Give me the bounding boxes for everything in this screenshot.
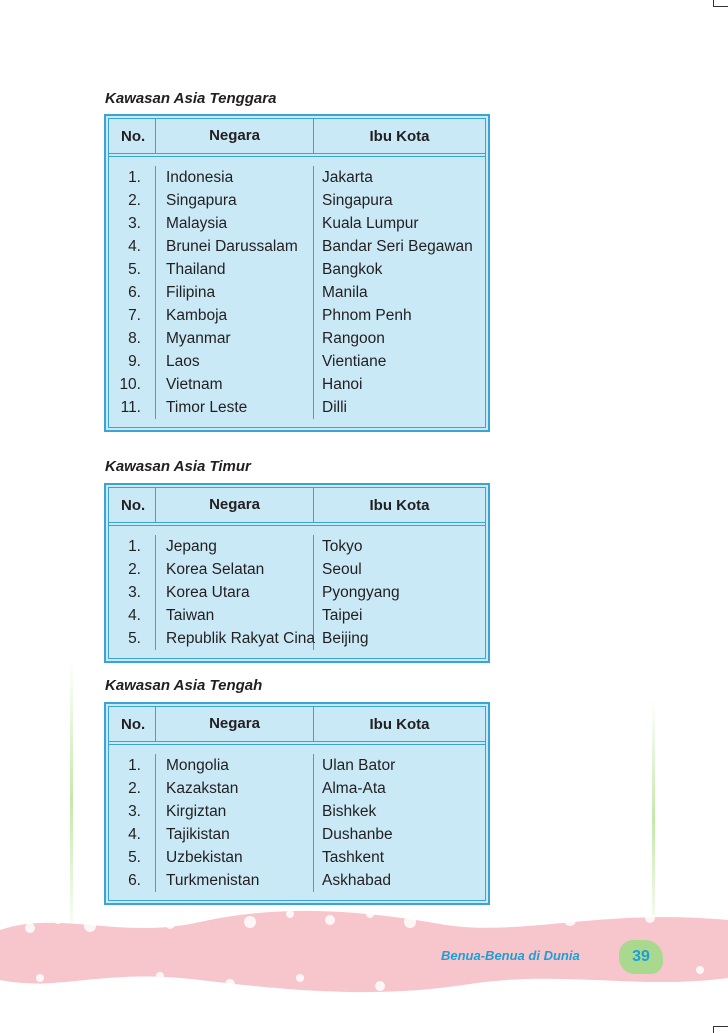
cell-ibukota: Tokyo bbox=[322, 538, 363, 555]
header-ibukota: Ibu Kota bbox=[369, 715, 430, 733]
cell-ibukota: Manila bbox=[322, 284, 368, 301]
cell-negara: Indonesia bbox=[166, 169, 234, 186]
cell-negara: Tajikistan bbox=[166, 826, 230, 843]
cell-no: 3. bbox=[128, 803, 141, 820]
cell-no: 5. bbox=[128, 849, 141, 866]
cell-ibukota: Phnom Penh bbox=[322, 307, 412, 324]
page-number: 39 bbox=[619, 940, 663, 974]
cell-no: 3. bbox=[128, 215, 141, 232]
cell-negara: Korea Selatan bbox=[166, 561, 265, 578]
section-title-asia-timur: Kawasan Asia Timur bbox=[105, 458, 251, 475]
table-body bbox=[109, 158, 485, 427]
column-ibukota bbox=[314, 754, 485, 892]
table-asia-tenggara bbox=[104, 114, 490, 432]
cell-negara: Republik Rakyat Cina bbox=[166, 630, 316, 647]
cell-negara: Laos bbox=[166, 353, 200, 370]
cell-no: 4. bbox=[128, 826, 141, 843]
column-negara bbox=[155, 754, 314, 892]
cell-ibukota: Pyongyang bbox=[322, 584, 400, 601]
cell-ibukota: Bandar Seri Begawan bbox=[322, 238, 473, 255]
crop-mark-top bbox=[713, 0, 728, 7]
cell-no: 7. bbox=[128, 307, 141, 324]
cell-ibukota: Taipei bbox=[322, 607, 363, 624]
cell-ibukota: Alma-Ata bbox=[322, 780, 386, 797]
cell-negara: Taiwan bbox=[166, 607, 215, 624]
table-body bbox=[109, 746, 485, 900]
footer-decor-band bbox=[0, 900, 728, 995]
cell-ibukota: Vientiane bbox=[322, 353, 387, 370]
header-negara: Negara bbox=[155, 488, 314, 522]
cell-no: 8. bbox=[128, 330, 141, 347]
table-asia-tengah bbox=[104, 702, 490, 905]
decor-stripe-left bbox=[70, 660, 73, 940]
cell-negara: Brunei Darussalam bbox=[166, 238, 298, 255]
table-header bbox=[109, 488, 485, 523]
header-no: No. bbox=[121, 715, 146, 733]
header-negara: Negara bbox=[155, 707, 314, 741]
cell-no: 4. bbox=[128, 607, 141, 624]
cell-no: 1. bbox=[128, 757, 141, 774]
header-no: No. bbox=[121, 127, 146, 145]
running-title: Benua-Benua di Dunia bbox=[441, 948, 580, 963]
cell-ibukota: Jakarta bbox=[322, 169, 373, 186]
cell-ibukota: Bishkek bbox=[322, 803, 377, 820]
cell-negara: Korea Utara bbox=[166, 584, 250, 601]
column-no bbox=[109, 166, 155, 419]
header-ibukota: Ibu Kota bbox=[369, 496, 430, 514]
column-ibukota bbox=[314, 535, 485, 650]
cell-no: 1. bbox=[128, 169, 141, 186]
column-negara bbox=[155, 535, 314, 650]
cell-ibukota: Bangkok bbox=[322, 261, 383, 278]
cell-no: 9. bbox=[128, 353, 141, 370]
cell-ibukota: Singapura bbox=[322, 192, 393, 209]
cell-no: 5. bbox=[128, 630, 141, 647]
cell-negara: Singapura bbox=[166, 192, 237, 209]
table-header bbox=[109, 707, 485, 742]
cell-negara: Jepang bbox=[166, 538, 217, 555]
cell-no: 6. bbox=[128, 284, 141, 301]
cell-no: 11. bbox=[120, 399, 141, 416]
column-no bbox=[109, 754, 155, 892]
cell-no: 1. bbox=[128, 538, 141, 555]
section-title-asia-tenggara: Kawasan Asia Tenggara bbox=[105, 90, 277, 107]
crop-mark-bottom bbox=[713, 1026, 728, 1033]
column-negara bbox=[155, 166, 314, 419]
header-ibukota: Ibu Kota bbox=[369, 127, 430, 145]
cell-negara: Timor Leste bbox=[166, 399, 248, 416]
table-header bbox=[109, 119, 485, 154]
cell-ibukota: Beijing bbox=[322, 630, 369, 647]
cell-ibukota: Hanoi bbox=[322, 376, 363, 393]
cell-no: 2. bbox=[128, 192, 141, 209]
cell-negara: Myanmar bbox=[166, 330, 231, 347]
cell-negara: Malaysia bbox=[166, 215, 228, 232]
cell-negara: Kamboja bbox=[166, 307, 228, 324]
cell-ibukota: Askhabad bbox=[322, 872, 391, 889]
cell-no: 4. bbox=[128, 238, 141, 255]
cell-negara: Mongolia bbox=[166, 757, 229, 774]
cell-no: 2. bbox=[128, 561, 141, 578]
section-title-asia-tengah: Kawasan Asia Tengah bbox=[105, 677, 263, 694]
table-asia-timur bbox=[104, 483, 490, 663]
cell-negara: Vietnam bbox=[166, 376, 223, 393]
header-negara: Negara bbox=[155, 119, 314, 153]
cell-ibukota: Ulan Bator bbox=[322, 757, 396, 774]
column-ibukota bbox=[314, 166, 485, 419]
cell-no: 3. bbox=[128, 584, 141, 601]
cell-no: 6. bbox=[128, 872, 141, 889]
column-no bbox=[109, 535, 155, 650]
cell-negara: Uzbekistan bbox=[166, 849, 243, 866]
cell-ibukota: Kuala Lumpur bbox=[322, 215, 419, 232]
cell-negara: Turkmenistan bbox=[166, 872, 260, 889]
cell-ibukota: Tashkent bbox=[322, 849, 385, 866]
cell-negara: Kazakstan bbox=[166, 780, 239, 797]
cell-ibukota: Rangoon bbox=[322, 330, 385, 347]
cell-no: 10. bbox=[119, 376, 141, 393]
table-body bbox=[109, 527, 485, 658]
cell-ibukota: Seoul bbox=[322, 561, 362, 578]
cell-no: 2. bbox=[128, 780, 141, 797]
cell-negara: Thailand bbox=[166, 261, 226, 278]
cell-ibukota: Dilli bbox=[322, 399, 347, 416]
cell-negara: Filipina bbox=[166, 284, 216, 301]
cell-no: 5. bbox=[128, 261, 141, 278]
header-no: No. bbox=[121, 496, 146, 514]
cell-negara: Kirgiztan bbox=[166, 803, 227, 820]
cell-ibukota: Dushanbe bbox=[322, 826, 393, 843]
